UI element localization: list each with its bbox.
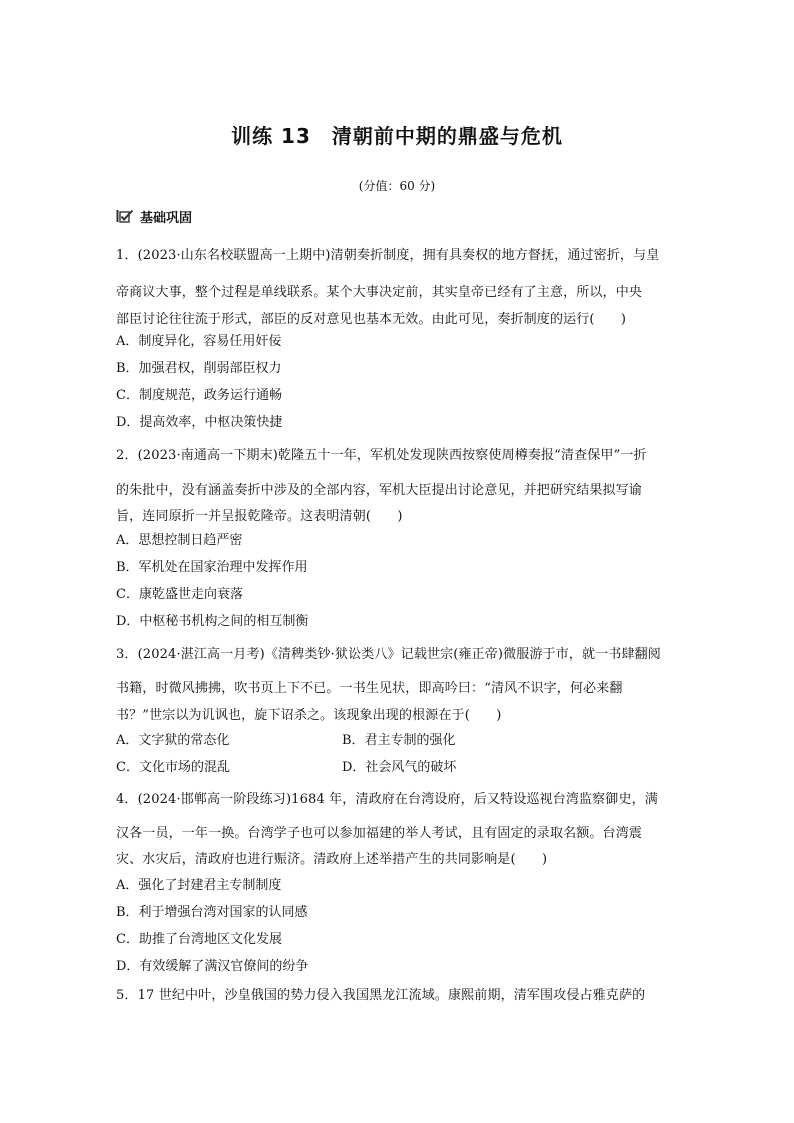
section-label: 基础巩固 xyxy=(140,210,193,226)
q3-option-c[interactable]: C．文化市场的混乱 xyxy=(116,760,230,775)
q1-option-c[interactable]: C．制度规范，政务运行通畅 xyxy=(116,388,282,403)
q4-stem-line-2: 汉各一员，一年一换。台湾学子也可以参加福建的举人考试，且有固定的录取名额。台湾震 xyxy=(116,826,643,841)
q1-stem-line-1: 1．(2023·山东名校联盟高一上期中)清朝奏折制度，拥有具奏权的地方督抚，通过密折，与皇 xyxy=(116,248,660,263)
q4-option-a[interactable]: A．强化了封建君主专制制度 xyxy=(116,878,282,893)
q3-option-b[interactable]: B．君主专制的强化 xyxy=(342,733,456,748)
q1-option-a[interactable]: A．制度异化，容易任用奸佞 xyxy=(116,334,282,349)
q3-option-d[interactable]: D．社会风气的破坏 xyxy=(342,760,457,775)
q2-stem-line-1: 2．(2023·南通高一下期末)乾隆五十一年，军机处发现陕西按察使周樽奏报“清查保甲”一折 xyxy=(116,448,647,463)
q4-option-d[interactable]: D．有效缓解了满汉官僚间的纷争 xyxy=(116,959,309,974)
page-title: 训练 13 清朝前中期的鼎盛与危机 xyxy=(231,124,563,148)
checkbox-icon xyxy=(116,209,134,223)
q3-stem-line-1: 3．(2024·湛江高一月考)《清稗类钞·狱讼类八》记载世宗(雍正帝)微服游于市，就一书肆翻阅 xyxy=(116,647,661,662)
q1-stem-line-3: 部臣讨论往往流于形式，部臣的反对意见也基本无效。由此可见，奏折制度的运行( ) xyxy=(116,312,627,327)
q2-option-a[interactable]: A．思想控制日趋严密 xyxy=(116,533,243,548)
q2-stem-line-2: 的朱批中，没有涵盖奏折中涉及的全部内容，军机大臣提出讨论意见，并把研究结果拟写谕 xyxy=(116,483,643,498)
q1-option-b[interactable]: B．加强君权，削弱部臣权力 xyxy=(116,361,282,376)
q1-stem-line-2: 帝商议大事，整个过程是单线联系。某个大事决定前，其实皇帝已经有了主意，所以，中央 xyxy=(116,285,643,300)
q4-option-b[interactable]: B．利于增强台湾对国家的认同感 xyxy=(116,905,308,920)
q4-stem-line-1: 4．(2024·邯郸高一阶段练习)1684 年，清政府在台湾设府，后又特设巡视台湾监察御史，满 xyxy=(116,792,658,807)
q4-stem-line-3: 灾、水灾后，清政府也进行赈济。清政府上述举措产生的共同影响是( ) xyxy=(116,852,548,867)
section-header xyxy=(116,206,192,226)
q3-option-a[interactable]: A．文字狱的常态化 xyxy=(116,733,230,748)
q2-option-c[interactable]: C．康乾盛世走向衰落 xyxy=(116,587,243,602)
q1-option-d[interactable]: D．提高效率，中枢决策快捷 xyxy=(116,415,283,430)
q2-stem-line-3: 旨，连同原折一并呈报乾隆帝。这表明清朝( ) xyxy=(116,509,403,524)
q3-stem-line-2: 书籍，时微风拂拂，吹书页上下不已。一书生见状，即高吟曰：“清风不识字，何必来翻 xyxy=(116,681,623,696)
q2-option-b[interactable]: B．军机处在国家治理中发挥作用 xyxy=(116,560,308,575)
q4-option-c[interactable]: C．助推了台湾地区文化发展 xyxy=(116,932,282,947)
q2-option-d[interactable]: D．中枢秘书机构之间的相互制衡 xyxy=(116,614,309,629)
score-label: (分值：60 分) xyxy=(358,179,436,193)
q3-stem-line-3: 书？”世宗以为讥讽也，旋下诏杀之。该现象出现的根源在于( ) xyxy=(116,708,502,723)
q5-stem-line-1: 5．17 世纪中叶，沙皇俄国的势力侵入我国黑龙江流域。康熙前期，清军围攻侵占雅克萨的 xyxy=(116,988,646,1003)
